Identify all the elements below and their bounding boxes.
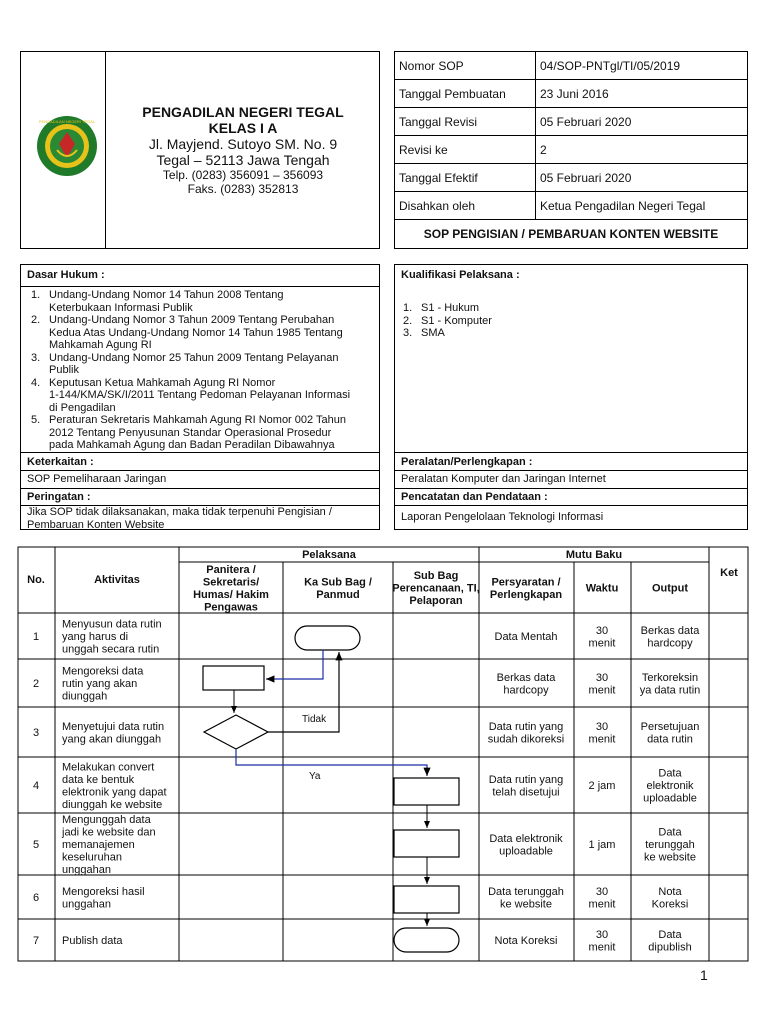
row-waktu: 2 jam [588,780,616,792]
row-waktu: 30 [595,671,609,684]
item-line: Undang-Undang Nomor 25 Tahun 2009 Tentang Pelayanan [49,351,339,364]
info-value: 05 Februari 2020 [536,164,748,192]
row-aktivitas: unggahan [62,864,111,876]
row-aktivitas: Melakukan convert [62,761,155,774]
row-persyaratan: Data rutin yang [488,720,564,733]
header-panitera: Humas/ Hakim [193,588,269,601]
info-label: Tanggal Revisi [395,108,536,136]
flow-connector [266,650,323,679]
keterkaitan-value: SOP Pemeliharaan Jaringan [27,473,167,485]
info-value: Ketua Pengadilan Negeri Tegal [536,192,748,220]
item-text: S1 - Komputer [421,314,492,327]
item-number: 3. [403,327,413,339]
row-aktivitas: diunggah [62,690,108,703]
info-value: 05 Februari 2020 [536,108,748,136]
info-label: Nomor SOP [395,52,536,80]
item-line: pada Mahkamah Agung dan Badan Peradilan Dibawahnya [49,439,335,451]
table-border [18,547,748,961]
row-persyaratan: telah disetujui [492,786,560,799]
row-output: hardcopy [647,637,693,650]
row-number: 1 [32,631,40,643]
row-aktivitas: diunggah ke website [62,798,163,811]
row-persyaratan: uploadable [499,845,553,858]
row-persyaratan: Data terunggah [488,885,564,898]
row-waktu: menit [588,898,616,911]
row-aktivitas: yang akan diunggah [62,733,162,746]
header-panitera: Sekretaris/ [202,576,260,589]
item-number: 2. [403,314,413,327]
row-output: Terkoreksin [641,671,699,684]
row-number: 6 [32,892,40,904]
peringatan-line-2: Pembaruan Konten Website [27,518,165,531]
item-line: Undang-Undang Nomor 3 Tahun 2009 Tentang Perubahan [49,314,335,326]
row-output: ya data rutin [639,684,701,697]
row-persyaratan: Nota Koreksi [494,935,558,947]
keterkaitan-title: Keterkaitan : [27,456,94,468]
fax: Faks. (0283) 352813 [187,182,299,196]
header-pelaksana: Pelaksana [302,549,356,561]
row-waktu: 30 [595,928,609,941]
row-aktivitas: Mengunggah data [62,814,151,826]
item-line: Mahkamah Agung RI [49,339,152,351]
court-class: KELAS I A [208,120,278,136]
item-line: Peraturan Sekretaris Mahkamah Agung RI Nomor 002 Tahun [49,414,346,426]
row-waktu: 30 [595,720,609,733]
row-persyaratan: sudah dikoreksi [487,733,565,746]
header-subbag-ti: Sub Bag [413,570,459,582]
row-output: Data [658,767,682,780]
item-line: Keterbukaan Informasi Publik [49,301,193,314]
row-output: Nota [658,885,682,898]
logo-text: PENGADILAN NEGERI TEGAL [38,119,96,124]
flow-label-ya: Ya [309,771,321,782]
header-kasubbag: Ka Sub Bag / [304,576,372,589]
row-aktivitas: memanajemen [62,839,135,851]
address-line-2: Tegal – 52113 Jawa Tengah [156,152,330,168]
row-output: Koreksi [651,898,689,911]
info-label: Tanggal Efektif [395,164,536,192]
row-aktivitas: Menyusun data rutin [62,618,162,631]
row-number: 2 [32,678,40,690]
item-line: di Pengadilan [49,401,116,414]
header-ket: Ket [720,567,738,579]
flow-terminator-end [394,928,459,952]
info-label: Disahkan oleh [395,192,536,220]
row-output: data rutin [647,733,693,746]
item-line: Keputusan Ketua Mahkamah Agung RI Nomor [49,376,276,389]
row-waktu: menit [588,684,616,697]
row-number: 5 [32,839,40,851]
row-output: Berkas data [640,624,700,637]
dasar-hukum-title: Dasar Hukum : [27,269,105,281]
row-waktu: 1 jam [588,839,616,851]
pencatatan-value: Laporan Pengelolaan Teknologi Informasi [401,511,604,523]
header-no: No. [27,574,45,586]
header-persyaratan: Perlengkapan [489,588,563,601]
row-output: Persetujuan [640,720,700,733]
row-aktivitas: keseluruhan [62,851,122,864]
header-kasubbag: Panmud [316,588,360,601]
flow-process-step-5 [394,830,459,857]
peralatan-title: Peralatan/Perlengkapan : [401,456,533,468]
info-value: 2 [536,136,748,164]
header-mutu-baku: Mutu Baku [565,549,623,561]
row-output: Data [658,928,682,941]
row-aktivitas: Publish data [62,935,123,947]
row-number: 4 [32,780,40,792]
row-output: Data [658,826,682,839]
phone: Telp. (0283) 356091 – 356093 [162,168,324,182]
address-line-1: Jl. Mayjend. Sutoyo SM. No. 9 [148,136,338,152]
flow-decision-step-3 [204,715,268,749]
info-value: 04/SOP-PNTgl/TI/05/2019 [536,52,748,80]
item-number: 1. [31,289,41,301]
info-value: 23 Juni 2016 [536,80,748,108]
court-name: PENGADILAN NEGERI TEGAL [142,104,344,120]
row-waktu: menit [588,733,616,746]
row-number: 7 [32,935,40,947]
row-output: elektronik [646,780,694,792]
item-line: Kedua Atas Undang-Undang Nomor 14 Tahun 1985 Tentang [49,326,343,339]
item-number: 4. [31,376,41,389]
item-text: SMA [421,327,445,339]
info-label: Revisi ke [395,136,536,164]
item-number: 3. [31,351,41,364]
item-line: Publik [49,364,79,376]
header-aktivitas: Aktivitas [94,574,140,586]
item-number: 1. [403,302,413,314]
kualifikasi-title: Kualifikasi Pelaksana : [401,269,520,281]
row-waktu: 30 [595,885,609,898]
header-subbag-ti: Pelaporan [409,595,463,607]
row-output: ke website [644,851,696,864]
page-number: 1 [700,967,708,983]
row-persyaratan: ke website [500,898,552,911]
header-waktu: Waktu [585,582,619,595]
flow-terminator-start [295,626,360,650]
info-label: Tanggal Pembuatan [395,80,536,108]
row-aktivitas: jadi ke website dan [62,826,156,839]
flow-connector [236,749,427,776]
row-aktivitas: Mengoreksi data [62,665,144,678]
row-aktivitas: Mengoreksi hasil [62,885,145,898]
item-text: S1 - Hukum [421,302,480,314]
row-aktivitas: data ke bentuk [62,773,135,786]
item-line: 1-144/KMA/SK/I/2011 Tentang Pedoman Pelayanan Informasi [49,389,351,401]
row-persyaratan: Data rutin yang [488,773,564,786]
row-aktivitas: yang harus di [62,631,129,643]
peringatan-title: Peringatan : [27,491,91,503]
sop-title: SOP PENGISIAN / PEMBARUAN KONTEN WEBSITE [395,220,748,249]
header-subbag-ti: Perencanaan, TI, [392,582,480,595]
row-aktivitas: elektronik yang dapat [62,786,167,799]
row-aktivitas: Menyetujui data rutin [62,720,165,733]
item-number: 2. [31,314,41,326]
header-panitera: Panitera / [206,563,256,576]
row-waktu: menit [588,637,616,650]
row-waktu: 30 [595,624,609,637]
peringatan-line-1: Jika SOP tidak dilaksanakan, maka tidak terpenuhi Pengisian / [27,506,332,518]
row-number: 3 [32,727,40,739]
row-output: terunggah [645,839,695,851]
row-persyaratan: hardcopy [503,684,549,697]
row-waktu: menit [588,941,616,954]
header-output: Output [651,582,689,595]
row-output: dipublish [648,941,692,954]
pencatatan-title: Pencatatan dan Pendataan : [401,491,548,503]
header-panitera: Pengawas [204,601,258,614]
flow-process-step-4 [394,778,459,805]
flow-process-step-6 [394,886,459,913]
row-persyaratan: Berkas data [496,671,556,684]
item-line: 2012 Tentang Penyusunan Standar Operasional Prosedur [49,426,332,439]
row-persyaratan: Data Mentah [494,631,558,643]
row-aktivitas: unggah secara rutin [62,643,160,656]
row-output: uploadable [643,792,697,805]
row-aktivitas: rutin yang akan [62,678,138,690]
peralatan-value: Peralatan Komputer dan Jaringan Internet [401,473,606,485]
item-line: Undang-Undang Nomor 14 Tahun 2008 Tentang [49,289,284,301]
header-persyaratan: Persyaratan / [491,576,561,589]
item-number: 5. [31,414,41,426]
flow-process-step-2 [203,666,264,690]
row-aktivitas: unggahan [62,898,111,911]
flow-label-tidak: Tidak [302,714,327,725]
row-persyaratan: Data elektronik [489,832,563,845]
